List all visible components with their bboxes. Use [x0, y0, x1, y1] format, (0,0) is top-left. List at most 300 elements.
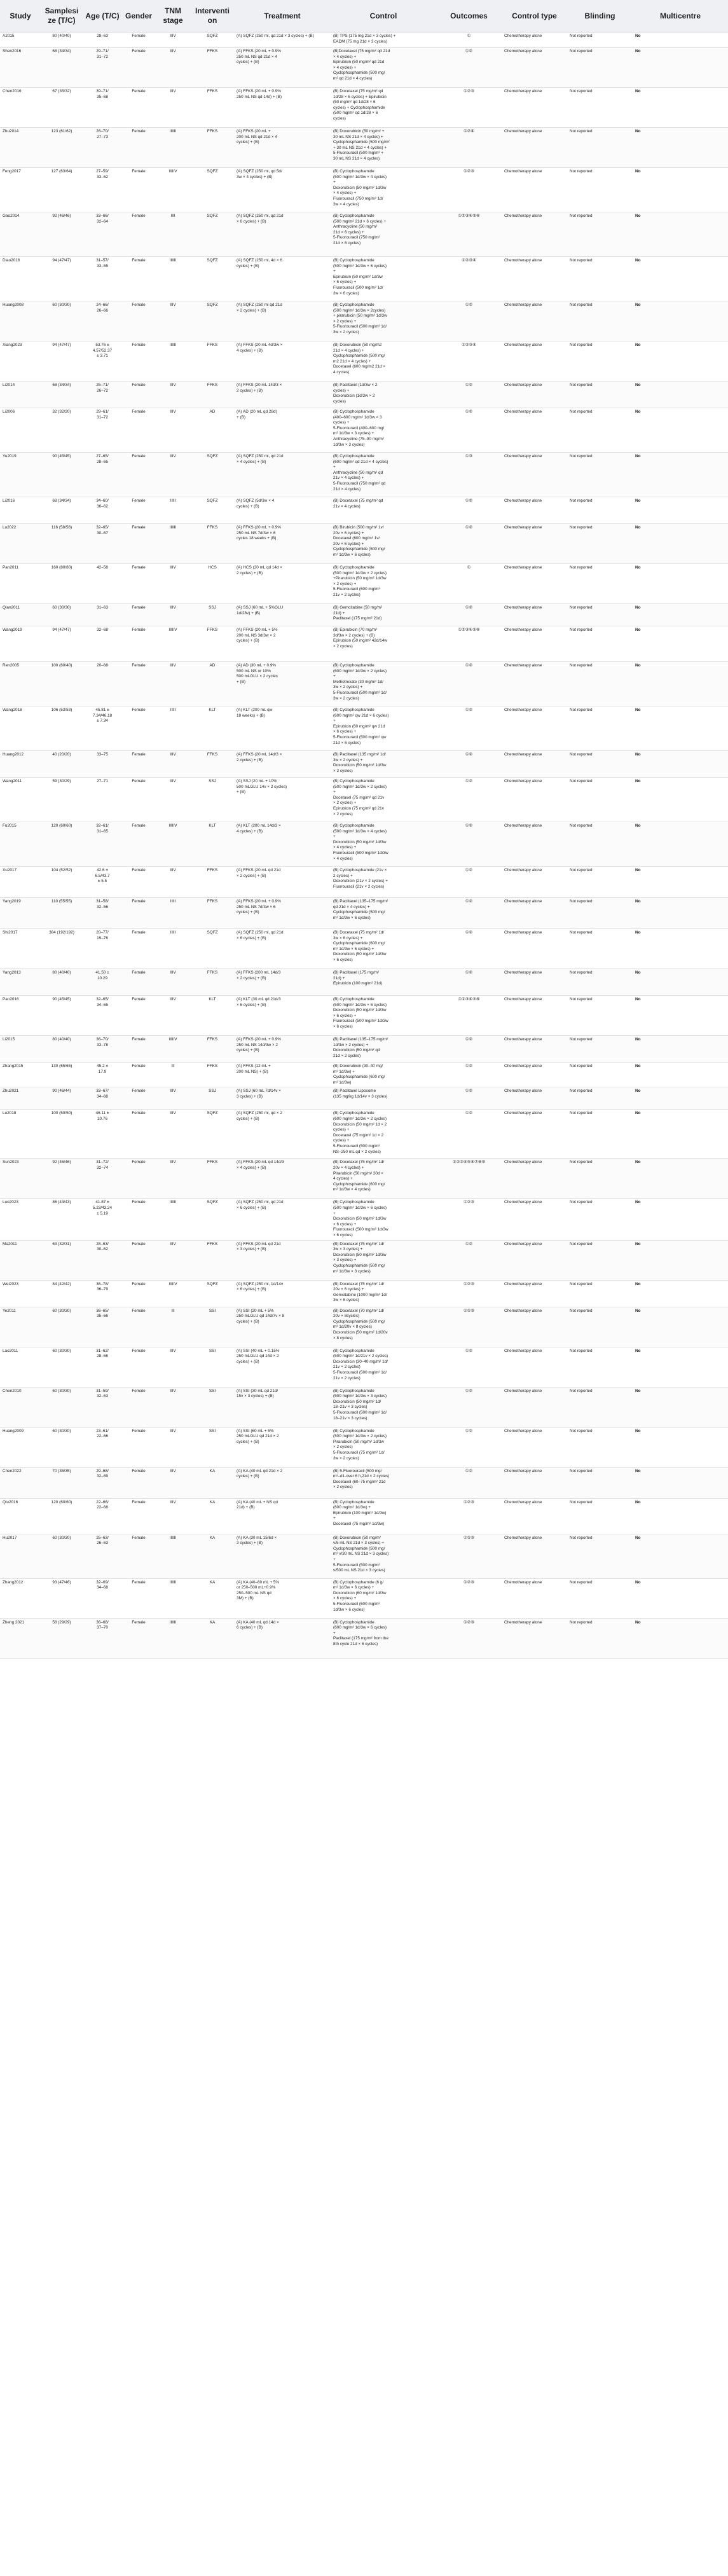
cell-age: 33–67/ 34–68: [83, 1087, 122, 1110]
cell-control-type: Chemotherapy alone: [502, 497, 567, 524]
cell-intervention: FFKS: [191, 1036, 234, 1063]
cell-blinding: Not reported: [567, 996, 633, 1036]
cell-blinding: Not reported: [567, 497, 633, 524]
cell-control: (B) Docetaxel (75 mg/m² 1d/ 3w × 6 cycles) + Cyclophosphamide (600 mg/ m² 1d/3w × 6 cycles) + Doxorubicin (50 mg/m² 1d/3w × 6 cycles): [331, 929, 436, 969]
cell-gender: Female: [122, 1159, 155, 1199]
cell-tnm-stage: IIIIIV: [155, 1280, 191, 1307]
cell-study: A2015: [0, 32, 41, 48]
cell-age: 28–63/ 30–62: [83, 1240, 122, 1280]
table-header-row: [0, 0, 728, 32]
cell-multicentre: No: [633, 32, 728, 48]
cell-treatment: (A) FFKS (20 mL qd 21d × 3 cycles) + (B): [234, 1240, 331, 1280]
cell-tnm-stage: IIIV: [155, 564, 191, 604]
cell-age: 26–70/ 27–73: [83, 128, 122, 168]
cell-control: (B) Paclitaxel (135 mg/m² 1d/ 3w × 2 cycles) + Doxorubicin (50 mg/m² 1d/3w × 2 cycles): [331, 751, 436, 778]
cell-blinding: Not reported: [567, 706, 633, 751]
cell-age: 27–59/ 33–62: [83, 168, 122, 212]
cell-outcomes: ①②: [436, 662, 502, 706]
cell-samplesize: 32 (32/20): [41, 408, 83, 453]
cell-control: (B) Doxorubicin (50 mg/m² + 30 mL NS 21d × 4 cycles) + Cyclophosphamide (500 mg/m² + 30 mL NS 21d × 4 cycles) + 5-Fluorouracil (500 mg/m² + 30 mL NS 21d × 4 cycles): [331, 128, 436, 168]
cell-intervention: KA: [191, 1498, 234, 1534]
cell-gender: Female: [122, 48, 155, 88]
cell-gender: Female: [122, 822, 155, 867]
cell-samplesize: 70 (35/35): [41, 1467, 83, 1498]
cell-outcomes: ①②: [436, 1240, 502, 1280]
cell-study: Hu2017: [0, 1534, 41, 1578]
cell-treatment: (A) FFKS (20 mL + 0.9% 250 mL NS 7d/3w × 6 cycles 18 weeks + (B): [234, 524, 331, 564]
cell-multicentre: No: [633, 706, 728, 751]
table-row: [0, 1307, 728, 1347]
cell-samplesize: 90 (46/44): [41, 1087, 83, 1110]
cell-control: (B) Cyclophosphamide (600 mg/m² qw 21d × 6 cycles) + Epirubicin (60 mg/m² qw 21d × 6 cycles) + 5-Fluorouracil (500 mg/m² qw 21d × 6 cycles): [331, 706, 436, 751]
cell-tnm-stage: IIIIIV: [155, 168, 191, 212]
cell-control-type: Chemotherapy alone: [502, 1087, 567, 1110]
cell-outcomes: ①②: [436, 1347, 502, 1387]
cell-tnm-stage: IIIV: [155, 867, 191, 898]
cell-samplesize: 127 (63/64): [41, 168, 83, 212]
cell-intervention: SQFZ: [191, 212, 234, 257]
cell-tnm-stage: IIIV: [155, 1240, 191, 1280]
table-row: [0, 996, 728, 1036]
th-intervention: Intervention: [191, 0, 234, 32]
cell-gender: Female: [122, 662, 155, 706]
cell-multicentre: No: [633, 1498, 728, 1534]
cell-study: Diao2016: [0, 257, 41, 301]
cell-intervention: SQFZ: [191, 301, 234, 341]
cell-tnm-stage: IIIV: [155, 1110, 191, 1159]
cell-intervention: SSI: [191, 1427, 234, 1467]
cell-age: 22–66/ 22–68: [83, 1498, 122, 1534]
cell-multicentre: No: [633, 1036, 728, 1063]
cell-samplesize: 84 (42/42): [41, 1280, 83, 1307]
cell-treatment: (A) SQFZ (250 ml, qd 5d/ 3w × 4 cycles) + (B): [234, 168, 331, 212]
cell-control-type: Chemotherapy alone: [502, 604, 567, 626]
cell-age: 32–69/ 34–68: [83, 1578, 122, 1618]
cell-treatment: (A) SQFZ (250 ml, 4d × 6 cycles) + (B): [234, 257, 331, 301]
cell-age: 20–77/ 19–76: [83, 929, 122, 969]
cell-treatment: (A) SSI (60 mL + 5% 250 mLGLU qd 21d × 2 cycles) + (B): [234, 1427, 331, 1467]
cell-intervention: KLT: [191, 822, 234, 867]
cell-multicentre: No: [633, 453, 728, 497]
cell-samplesize: 94 (47/47): [41, 341, 83, 382]
th-outcomes: Outcomes: [436, 0, 502, 32]
cell-treatment: (A) AD (20 mL qd 28d) + (B): [234, 408, 331, 453]
cell-age: 41.87 ± 5.23/43.24 ± 5.19: [83, 1199, 122, 1240]
cell-intervention: AD: [191, 662, 234, 706]
cell-control: (B) Cyclophosphamide (500 mg/m² 1d/3w × 2cycles) + pirarubicin (50 mg/m² 1d/3w × 2 cycles) + 5-Fluorouracil (500 mg/m² 1d/ 3w × 2 cycles): [331, 301, 436, 341]
cell-control: (B) Paclitaxel (135–175 mg/m² 1d/3w × 2 cycles) + Doxorubicin (50 mg/m² qd 21d × 2 cycles): [331, 1036, 436, 1063]
table-row: [0, 1063, 728, 1087]
cell-control: (B) Cyclophosphamide (500 mg/m² 1d/3w × 4 cycles) + Doxorubicin (50 mg/m² 1d/3w × 4 cycles) + Fluorouracil (750 mg/m² 1d/ 3w × 4 cycles): [331, 168, 436, 212]
cell-samplesize: 104 (52/52): [41, 867, 83, 898]
cell-multicentre: No: [633, 822, 728, 867]
cell-gender: Female: [122, 497, 155, 524]
cell-treatment: (A) FFKS (20 mL + 200 mL NS qd 21d × 4 cycles) + (B): [234, 128, 331, 168]
cell-outcomes: ①②: [436, 867, 502, 898]
table-row: [0, 1427, 728, 1467]
cell-control: (B) Paclitaxel (135–175 mg/m² qd 21d × 4 cycles) + Cyclophosphamide (500 mg/ m² 1d/3w × 6 cycles): [331, 898, 436, 929]
cell-age: 31–63: [83, 604, 122, 626]
cell-control-type: Chemotherapy alone: [502, 867, 567, 898]
cell-multicentre: No: [633, 1467, 728, 1498]
cell-tnm-stage: IIIV: [155, 301, 191, 341]
cell-multicentre: No: [633, 626, 728, 662]
table-row: [0, 822, 728, 867]
cell-outcomes: ①②③④⑤⑥⑦⑧⑨: [436, 1159, 502, 1199]
cell-age: 31–59/ 32–63: [83, 1387, 122, 1427]
cell-study: Yang2013: [0, 969, 41, 996]
cell-gender: Female: [122, 867, 155, 898]
cell-samplesize: 60 (30/30): [41, 1347, 83, 1387]
cell-blinding: Not reported: [567, 301, 633, 341]
cell-intervention: SSI: [191, 1307, 234, 1347]
cell-control-type: Chemotherapy alone: [502, 524, 567, 564]
cell-multicentre: No: [633, 1618, 728, 1658]
cell-tnm-stage: IIIIIV: [155, 1036, 191, 1063]
cell-intervention: SQFZ: [191, 1110, 234, 1159]
table-row: [0, 929, 728, 969]
cell-control-type: Chemotherapy alone: [502, 128, 567, 168]
cell-age: 32–61/ 31–65: [83, 822, 122, 867]
th-multicentre: Multicentre: [633, 0, 728, 32]
cell-control-type: Chemotherapy alone: [502, 1036, 567, 1063]
cell-control-type: Chemotherapy alone: [502, 969, 567, 996]
cell-intervention: FFKS: [191, 1240, 234, 1280]
cell-multicentre: No: [633, 1110, 728, 1159]
cell-gender: Female: [122, 1534, 155, 1578]
cell-control: (B) Cyclophosphamide (500 mg/m² 1d/21v × 2 cycles) Doxorubicin (30–40 mg/m² 1d/ 21v × 2 cycles) 5-Fluorouracil (500 mg/m² 1d/ 21v × 2 cycles): [331, 1347, 436, 1387]
cell-outcomes: ①②③④: [436, 257, 502, 301]
cell-control-type: Chemotherapy alone: [502, 212, 567, 257]
table-row: [0, 564, 728, 604]
cell-treatment: (A) SQFZ (250 ml, qd 21d × 4 cycles) + (B): [234, 453, 331, 497]
cell-outcomes: ①②③: [436, 1199, 502, 1240]
cell-study: Ren2005: [0, 662, 41, 706]
cell-multicentre: No: [633, 1240, 728, 1280]
cell-blinding: Not reported: [567, 626, 633, 662]
cell-multicentre: No: [633, 969, 728, 996]
cell-tnm-stage: IIIV: [155, 32, 191, 48]
cell-study: Huang2008: [0, 301, 41, 341]
cell-gender: Female: [122, 128, 155, 168]
cell-outcomes: ①②: [436, 822, 502, 867]
cell-age: 36–78/ 36–79: [83, 1280, 122, 1307]
cell-intervention: FFKS: [191, 341, 234, 382]
table-row: [0, 867, 728, 898]
cell-samplesize: 60 (30/30): [41, 1307, 83, 1347]
cell-intervention: FFKS: [191, 382, 234, 408]
cell-treatment: (A) SSJ (60 mL + 5%GLU 1d/28v) + (B): [234, 604, 331, 626]
cell-study: Fu2015: [0, 822, 41, 867]
cell-tnm-stage: III: [155, 1307, 191, 1347]
th-gender: Gender: [122, 0, 155, 32]
cell-gender: Female: [122, 751, 155, 778]
cell-study: Wang2019: [0, 626, 41, 662]
cell-blinding: Not reported: [567, 564, 633, 604]
cell-multicentre: No: [633, 1280, 728, 1307]
cell-multicentre: No: [633, 1159, 728, 1199]
cell-samplesize: 60 (30/30): [41, 604, 83, 626]
cell-multicentre: No: [633, 604, 728, 626]
cell-tnm-stage: IIIIII: [155, 1618, 191, 1658]
cell-control-type: Chemotherapy alone: [502, 898, 567, 929]
table-row: [0, 524, 728, 564]
cell-control: (B) Paclitaxel Liposome (135 mg/kg 1d/14v × 3 cycles): [331, 1087, 436, 1110]
table-row: [0, 212, 728, 257]
cell-samplesize: 93 (47/46): [41, 1578, 83, 1618]
cell-control: (B) Docetaxel (75 mg/m² 1d/ 3w × 3 cycles) + Doxorubicin (50 mg/m² 1d/3w × 3 cycles) + Cyclophosphamide (500 mg/ m² 1d/3w × 3 cycles): [331, 1240, 436, 1280]
cell-control: (B) Cyclophosphamide (600 mg/m² qd 21d × 4 cycles) + Anthracycline (50 mg/m² qd 21v × 4 cycles) + 5-Fluorouracil (750 mg/m² qd 21d × 4 cycles): [331, 453, 436, 497]
cell-gender: Female: [122, 1280, 155, 1307]
cell-age: 45.81 ± 7.34/46.18 ± 7.34: [83, 706, 122, 751]
cell-outcomes: ①②: [436, 1467, 502, 1498]
table-row: [0, 626, 728, 662]
table-body: [0, 32, 728, 1659]
cell-gender: Female: [122, 969, 155, 996]
cell-outcomes: ①②: [436, 604, 502, 626]
cell-study: Lu2018: [0, 1110, 41, 1159]
cell-samplesize: 68 (34/34): [41, 382, 83, 408]
cell-samplesize: 40 (20/20): [41, 751, 83, 778]
cell-multicentre: No: [633, 524, 728, 564]
cell-tnm-stage: IIIV: [155, 453, 191, 497]
cell-study: Yang2019: [0, 898, 41, 929]
cell-age: 45.2 ± 17.9: [83, 1063, 122, 1087]
cell-treatment: (A) FFKS (20 mL 4d/3w × 4 cycles) + (B): [234, 341, 331, 382]
cell-control-type: Chemotherapy alone: [502, 1498, 567, 1534]
table-row: [0, 341, 728, 382]
cell-age: 36–70/ 33–78: [83, 1036, 122, 1063]
cell-tnm-stage: IIIV: [155, 88, 191, 128]
cell-study: Ye2011: [0, 1307, 41, 1347]
cell-outcomes: ①②: [436, 1036, 502, 1063]
cell-blinding: Not reported: [567, 604, 633, 626]
cell-age: 29–68/ 32–69: [83, 1467, 122, 1498]
cell-tnm-stage: IIIV: [155, 1427, 191, 1467]
cell-treatment: (A) FFKS (20 mL + 5% 200 mL NS 3d/3w × 2 cycles) + (B): [234, 626, 331, 662]
cell-intervention: SQFZ: [191, 168, 234, 212]
cell-tnm-stage: IIIII: [155, 706, 191, 751]
cell-intervention: FFKS: [191, 626, 234, 662]
cell-study: Feng2017: [0, 168, 41, 212]
cell-multicentre: No: [633, 408, 728, 453]
table-row: [0, 1159, 728, 1199]
cell-age: 27–71: [83, 778, 122, 822]
cell-multicentre: No: [633, 778, 728, 822]
cell-control-type: Chemotherapy alone: [502, 564, 567, 604]
table-row: [0, 706, 728, 751]
cell-treatment: (A) KA (40 mL + NS qd 21d) + (B): [234, 1498, 331, 1534]
cell-outcomes: ①②: [436, 1427, 502, 1467]
table-row: [0, 1578, 728, 1618]
cell-treatment: (A) FFKS (20 mL + 0.9% 250 mL NS qd 14d) + (B): [234, 88, 331, 128]
cell-multicentre: No: [633, 751, 728, 778]
cell-gender: Female: [122, 1467, 155, 1498]
cell-study: Chen2010: [0, 1387, 41, 1427]
cell-outcomes: ①②: [436, 1063, 502, 1087]
cell-control: (B) Cyclophosphamide (500 mg/m² 1d/3w × 6 cycles) + Epirubicin (50 mg/m² 1d/3w × 6 cycles) + Fluorouracil (500 mg/m² 1d/ 3w × 6 cycles): [331, 257, 436, 301]
cell-treatment: (A) FFKS (20 mL 14d/3 × 2 cycles) + (B): [234, 382, 331, 408]
cell-outcomes: ①②: [436, 778, 502, 822]
cell-control-type: Chemotherapy alone: [502, 1347, 567, 1387]
th-age: Age (T/C): [83, 0, 122, 32]
cell-study: Zhu2021: [0, 1087, 41, 1110]
cell-control-type: Chemotherapy alone: [502, 453, 567, 497]
cell-control: (B) Birubicin (500 mg/m² 1v/ 20v × 6 cycles) + Docetaxel (600 mg/m² 1v/ 20v × 6 cycles) + Cyclophosphamide (500 mg/ m² 1d/3w × 6 cycles): [331, 524, 436, 564]
cell-control-type: Chemotherapy alone: [502, 1280, 567, 1307]
cell-treatment: (A) FFKS (20 mL + 0.9% 250 mL NS 7d/3w × 6 cycles) + (B): [234, 898, 331, 929]
cell-gender: Female: [122, 898, 155, 929]
cell-tnm-stage: IIIV: [155, 48, 191, 88]
cell-gender: Female: [122, 1063, 155, 1087]
cell-intervention: AD: [191, 408, 234, 453]
cell-control: (B) Cyclophosphamide (600 mg/m² 1d/3w × 6 cycles) + Paclitaxel (175 mg/m² from the 8th cycle 21d × 6 cycles): [331, 1618, 436, 1658]
cell-samplesize: 123 (61/62): [41, 128, 83, 168]
cell-treatment: (A) SQFZ (5d/3w × 4 cycles) + (B): [234, 497, 331, 524]
cell-tnm-stage: IIIV: [155, 382, 191, 408]
th-control-type: Control type: [502, 0, 567, 32]
cell-study: Qiu2016: [0, 1498, 41, 1534]
cell-control: (B) Cyclophosphamide (500 mg/m² 1d/3w × 2 cycles) Pirarubicin (50 mg/m² 1d/3w × 2 cycles) 5-Fluorouracil (75 mg/m² 1d/ 3w × 2 cycles): [331, 1427, 436, 1467]
cell-multicentre: No: [633, 1063, 728, 1087]
cell-age: 29–71/ 31–72: [83, 48, 122, 88]
cell-control-type: Chemotherapy alone: [502, 1427, 567, 1467]
cell-study: Yu2019: [0, 453, 41, 497]
table-row: [0, 662, 728, 706]
cell-control: (B) Epirubicin (70 mg/m² 3d/3w × 2 cycles) + (B) Epirubicin (50 mg/m² 42d/14w × 2 cycles): [331, 626, 436, 662]
cell-age: 31–58/ 32–56: [83, 898, 122, 929]
cell-blinding: Not reported: [567, 1063, 633, 1087]
cell-blinding: Not reported: [567, 524, 633, 564]
cell-study: Li2006: [0, 408, 41, 453]
cell-age: 29–61/ 31–72: [83, 408, 122, 453]
cell-multicentre: No: [633, 867, 728, 898]
cell-control: (B) Cyclophosphamide (500 mg/m² 21d × 6 cycles) + Anthracycline (50 mg/m² 21d × 6 cycles) + 5-Fluorouracil (750 mg/m² 21d × 6 cycles): [331, 212, 436, 257]
cell-samplesize: 92 (46/46): [41, 1159, 83, 1199]
cell-intervention: SSJ: [191, 778, 234, 822]
cell-intervention: SSI: [191, 1387, 234, 1427]
cell-tnm-stage: IIIV: [155, 996, 191, 1036]
cell-intervention: KA: [191, 1534, 234, 1578]
cell-intervention: KLT: [191, 706, 234, 751]
cell-control-type: Chemotherapy alone: [502, 408, 567, 453]
cell-study: Qian2011: [0, 604, 41, 626]
cell-gender: Female: [122, 1199, 155, 1240]
cell-control: (B) 5-Fluorouracil (500 mg/ m²–d1-over 6 h,21d × 2 cycles) Docetaxel (60–75 mg/m² 21d × 2 cycles): [331, 1467, 436, 1498]
cell-control: (B) Docetaxel (75 mg/m² qd 21v × 4 cycles): [331, 497, 436, 524]
cell-multicentre: No: [633, 48, 728, 88]
cell-age: 31–57/ 33–55: [83, 257, 122, 301]
cell-tnm-stage: IIIIII: [155, 1534, 191, 1578]
cell-control: (B) Cyclophosphamide (500 mg/m² 1d/3w × 6 cycles) Doxorubicin (50 mg/m² 1d/3w × 6 cycles) + Fluorouracil (500 mg/m² 1d/3w × 6 cycles): [331, 996, 436, 1036]
table-row: [0, 453, 728, 497]
cell-samplesize: 116 (58/58): [41, 524, 83, 564]
cell-treatment: (A) SQFZ (250 ml, qd 21d × 3 cycles) + (B): [234, 32, 331, 48]
cell-control-type: Chemotherapy alone: [502, 257, 567, 301]
cell-samplesize: 100 (50/50): [41, 1110, 83, 1159]
cell-treatment: (A) KLT (30 mL qd 21d/3 × 6 cycles) + (B): [234, 996, 331, 1036]
cell-intervention: SQFZ: [191, 32, 234, 48]
cell-study: Wang2018: [0, 706, 41, 751]
cell-control-type: Chemotherapy alone: [502, 1199, 567, 1240]
cell-gender: Female: [122, 341, 155, 382]
cell-multicentre: No: [633, 257, 728, 301]
cell-age: 39–71/ 35–68: [83, 88, 122, 128]
cell-treatment: (A) SQFZ (250 ml, qd × 2 cycles) + (B): [234, 1110, 331, 1159]
cell-control: (B) Gemcitabine (50 mg/m² 21d) + Paclitaxel (175 mg/m² 21d): [331, 604, 436, 626]
cell-intervention: SQFZ: [191, 929, 234, 969]
cell-outcomes: ①②: [436, 408, 502, 453]
cell-control: (B) TPS (175 mg 21d × 3 cycles) + EADM (75 mg 21d × 3 cycles): [331, 32, 436, 48]
cell-tnm-stage: IIII: [155, 212, 191, 257]
cell-blinding: Not reported: [567, 1578, 633, 1618]
cell-tnm-stage: IIIIII: [155, 128, 191, 168]
table-row: [0, 88, 728, 128]
cell-outcomes: ①②③④: [436, 341, 502, 382]
cell-control: (B) Doxorubicin (50 mg/m2 21d × 4 cycles) + Cyclophosphamide (500 mg/ m2 21d × 4 cycles) + Docetaxel (600 mg/m2 21d × 4 cycles): [331, 341, 436, 382]
cell-samplesize: 60 (30/30): [41, 1534, 83, 1578]
cell-blinding: Not reported: [567, 822, 633, 867]
cell-samplesize: 384 (192/192): [41, 929, 83, 969]
table-row: [0, 382, 728, 408]
cell-outcomes: ①②: [436, 898, 502, 929]
cell-tnm-stage: IIIIII: [155, 341, 191, 382]
cell-samplesize: 68 (34/34): [41, 497, 83, 524]
cell-control-type: Chemotherapy alone: [502, 662, 567, 706]
cell-blinding: Not reported: [567, 1159, 633, 1199]
cell-blinding: Not reported: [567, 1240, 633, 1280]
cell-tnm-stage: IIIIII: [155, 1578, 191, 1618]
cell-blinding: Not reported: [567, 1087, 633, 1110]
cell-treatment: (A) SSI (30 mL qd 21d/ 15v × 3 cycles) + (B): [234, 1387, 331, 1427]
cell-study: Wang2011: [0, 778, 41, 822]
cell-blinding: Not reported: [567, 1534, 633, 1578]
cell-gender: Female: [122, 626, 155, 662]
cell-samplesize: 160 (80/80): [41, 564, 83, 604]
th-study: Study: [0, 0, 41, 32]
table-row: [0, 604, 728, 626]
cell-outcomes: ①②: [436, 1110, 502, 1159]
cell-outcomes: ①②③④⑤⑥: [436, 212, 502, 257]
cell-blinding: Not reported: [567, 257, 633, 301]
cell-gender: Female: [122, 706, 155, 751]
cell-blinding: Not reported: [567, 128, 633, 168]
cell-age: 53.76 ± 4.57/52.37 ± 3.71: [83, 341, 122, 382]
cell-samplesize: 68 (34/34): [41, 48, 83, 88]
cell-tnm-stage: IIIV: [155, 662, 191, 706]
cell-gender: Female: [122, 257, 155, 301]
cell-intervention: HCS: [191, 564, 234, 604]
cell-intervention: FFKS: [191, 1063, 234, 1087]
cell-control: (B) Cyclophosphamide (500 mg/m² 1d/3w × 2 cycles) +Pirarubicin (50 mg/m² 1d/3w × 2 cycles) + 5-Fluorouracil (600 mg/m² 21v × 2 cycles): [331, 564, 436, 604]
cell-control-type: Chemotherapy alone: [502, 822, 567, 867]
cell-treatment: (A) SSI (20 mL + 5% 250 mLGLU qd 14d/7v × 8 cycles) + (B): [234, 1307, 331, 1347]
cell-multicentre: No: [633, 497, 728, 524]
cell-control: (B) Doxorubicin (30–40 mg/ m² 1d/3w) + Cyclophosphamide (600 mg/ m² 1d/3w): [331, 1063, 436, 1087]
cell-age: 33–66/ 32–64: [83, 212, 122, 257]
cell-gender: Female: [122, 929, 155, 969]
cell-age: 34–60/ 36–62: [83, 497, 122, 524]
cell-samplesize: 110 (55/55): [41, 898, 83, 929]
cell-outcomes: ①②: [436, 48, 502, 88]
cell-age: 28–63: [83, 32, 122, 48]
cell-gender: Female: [122, 408, 155, 453]
cell-control-type: Chemotherapy alone: [502, 88, 567, 128]
table-row: [0, 1280, 728, 1307]
cell-outcomes: ①②: [436, 706, 502, 751]
cell-age: 32–65/ 30–67: [83, 524, 122, 564]
cell-gender: Female: [122, 1498, 155, 1534]
